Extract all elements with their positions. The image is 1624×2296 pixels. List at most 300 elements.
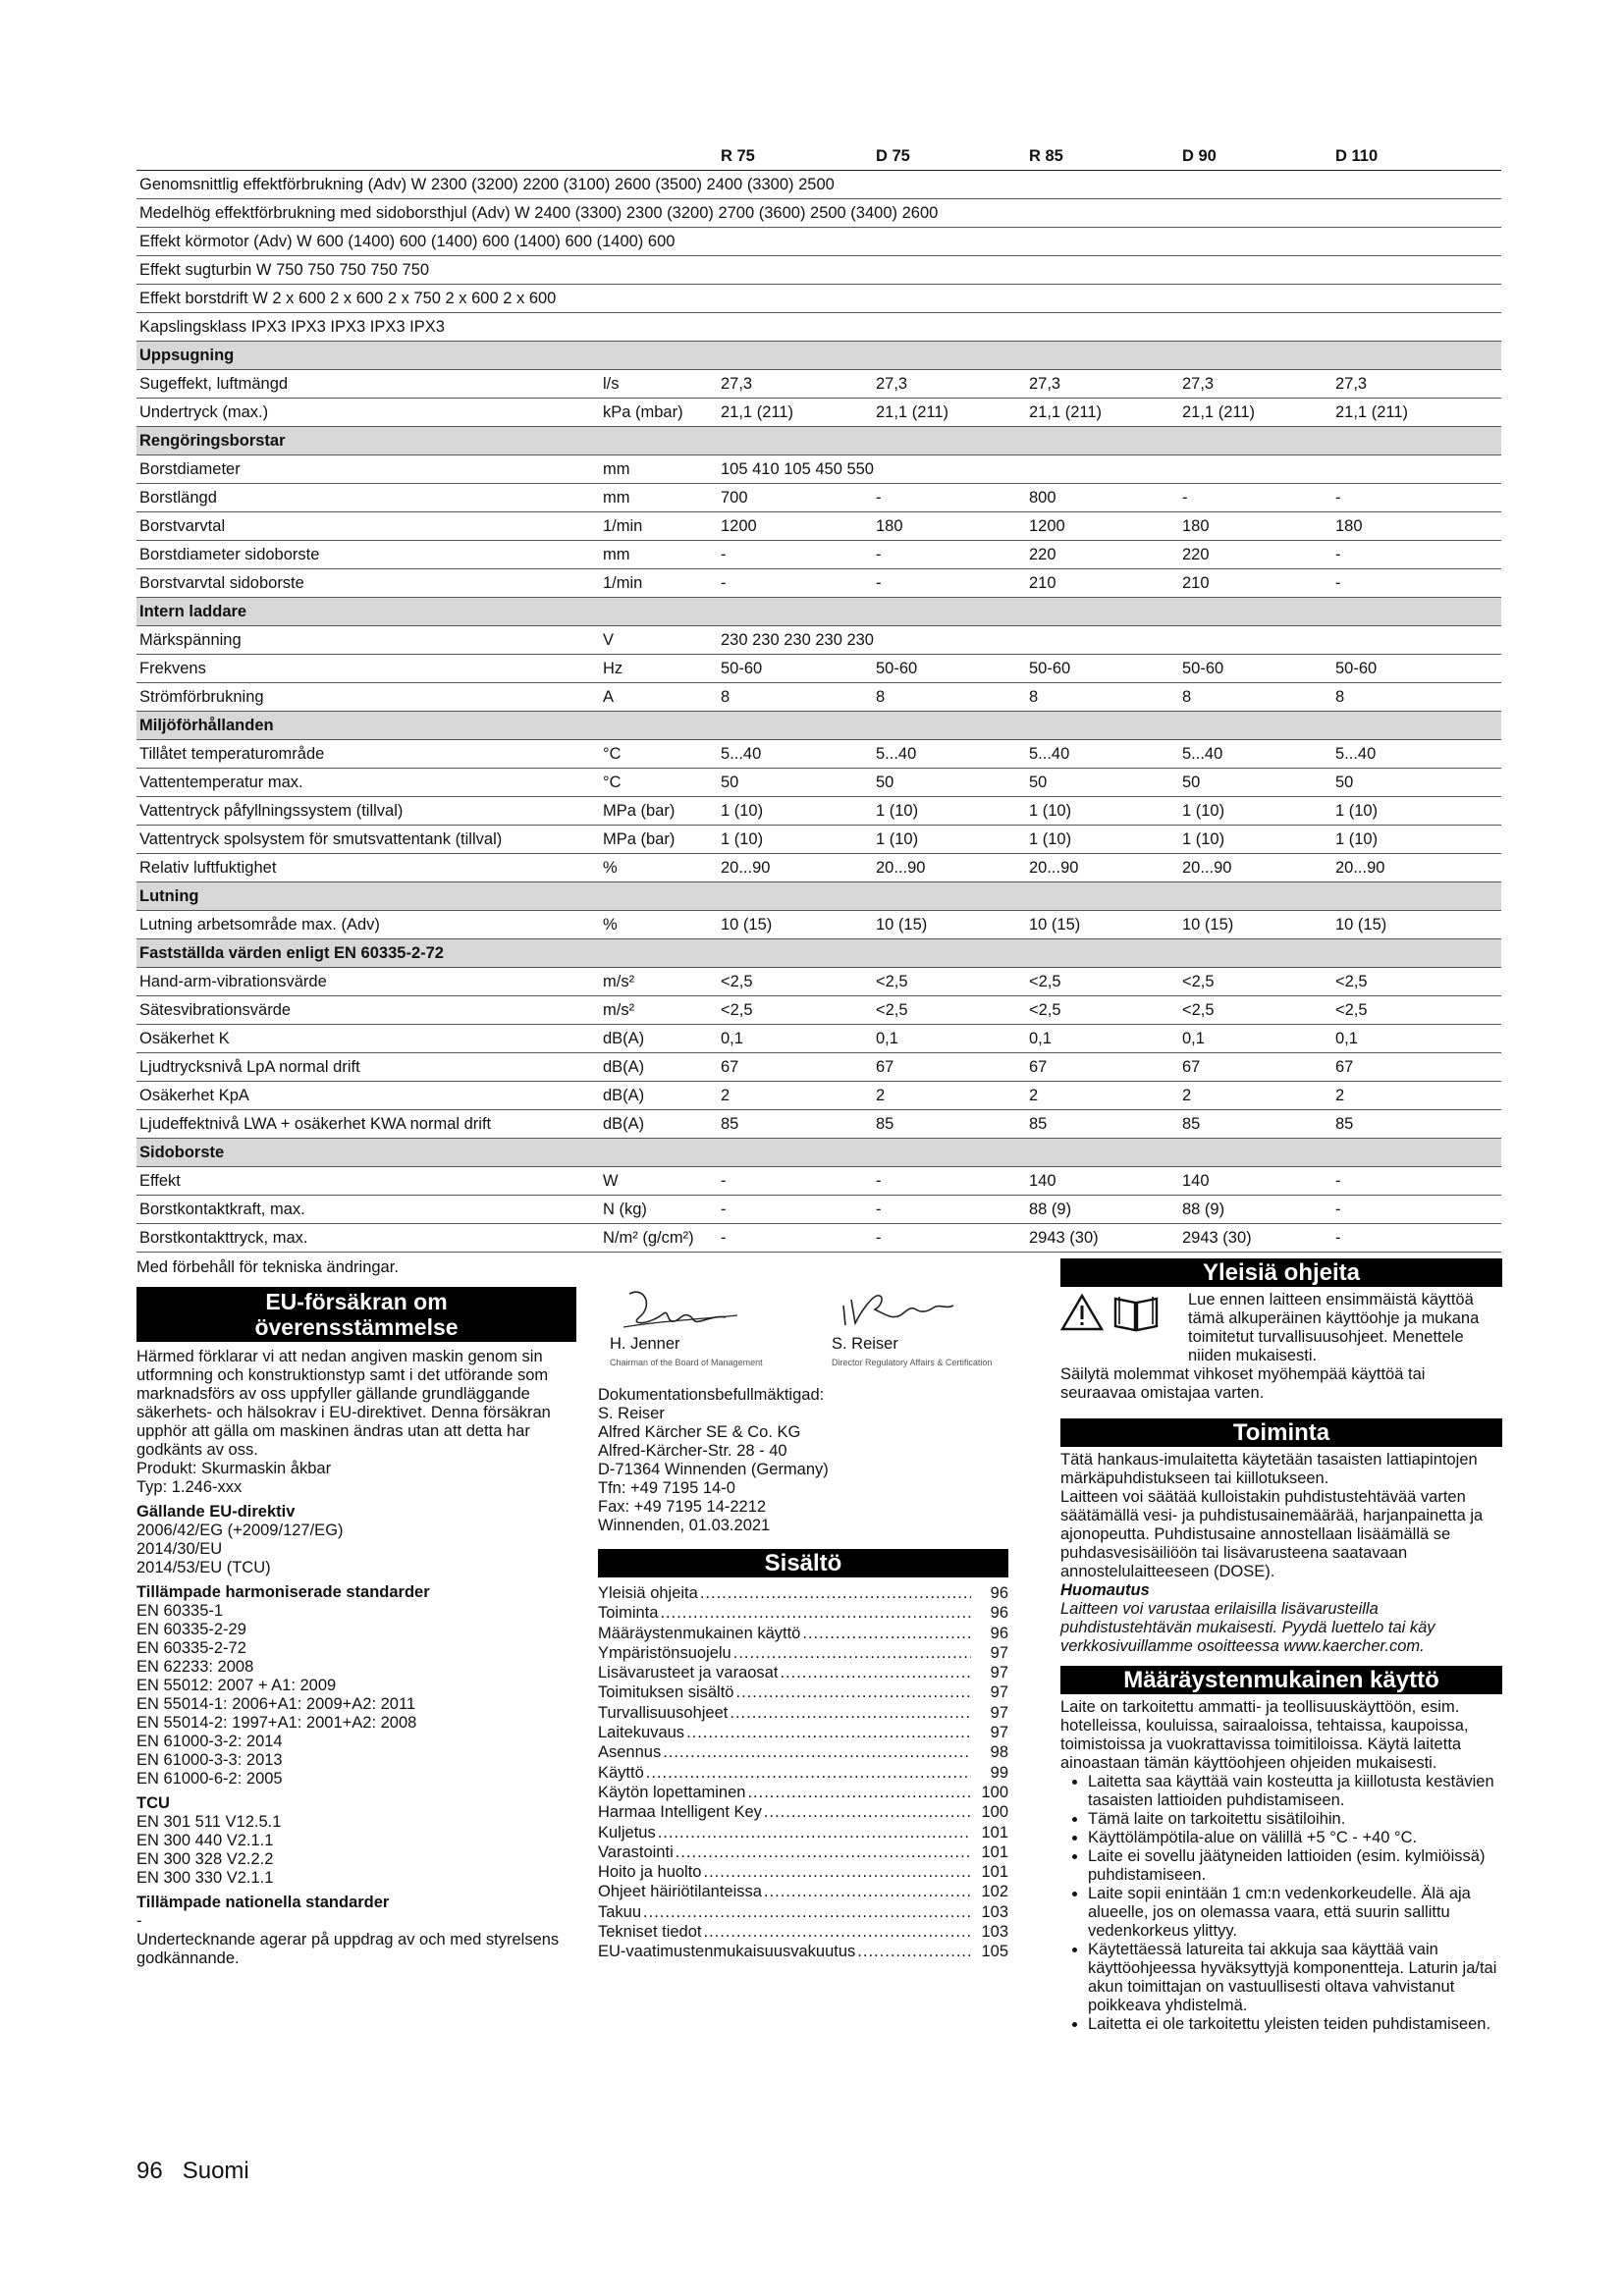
header-cell <box>600 142 718 171</box>
table-cell: 1 (10) <box>718 826 873 854</box>
table-cell: 85 <box>1026 1110 1179 1139</box>
row-label: Sätesvibrationsvärde <box>136 996 600 1025</box>
table-cell: 5...40 <box>1332 740 1501 769</box>
toc-leader-dots <box>802 1624 971 1643</box>
table-cell: 27,3 <box>718 370 873 399</box>
toc-leader-dots <box>733 1643 971 1663</box>
general-info-column <box>1060 1258 1502 2034</box>
standard-item: EN 60335-1 <box>136 1602 224 1620</box>
table-cell: 50 <box>1179 769 1332 797</box>
table-cell: 180 <box>1179 512 1332 541</box>
table-row <box>136 313 1501 342</box>
table-cell: - <box>873 1196 1026 1224</box>
table-cell: 27,3 <box>1026 370 1179 399</box>
table-cell: 20...90 <box>1332 854 1501 882</box>
toc-page-number: 97 <box>990 1724 1008 1742</box>
signer-role: Director Regulatory Affairs & Certification <box>832 1358 993 1367</box>
table-cell: - <box>718 1196 873 1224</box>
contact-line: Fax: +49 7195 14-2212 <box>598 1498 767 1516</box>
toc-page-number: 101 <box>981 1863 1008 1882</box>
section-heading-intended-use: Määräystenmukainen käyttö <box>1060 1666 1502 1694</box>
toc-entry-title: Toimituksen sisältö <box>598 1683 734 1702</box>
toc-entry[interactable] <box>598 1663 1008 1682</box>
table-cell: 50-60 <box>1179 655 1332 683</box>
merged-row-text: Effekt sugturbin W 750 750 750 750 750 <box>136 256 1501 285</box>
tcu-title: TCU <box>136 1794 170 1812</box>
table-cell: 2 <box>1179 1082 1332 1110</box>
bullet-item: • Laitetta ei ole tarkoitettu yleisten teiden puhdistamiseen. <box>1088 2015 1502 2034</box>
table-cell: - <box>718 541 873 569</box>
standard-item: EN 61000-3-3: 2013 <box>136 1751 283 1769</box>
table-cell: 88 (9) <box>1179 1196 1332 1224</box>
toc-entry-title: Ohjeet häiriötilanteissa <box>598 1883 762 1901</box>
toc-page-number: 102 <box>981 1883 1008 1901</box>
row-label: Ljudtrycksnivå LpA normal drift <box>136 1053 600 1082</box>
table-row <box>136 797 1501 826</box>
table-cell: - <box>1332 569 1501 598</box>
table-cell: 10 (15) <box>718 911 873 939</box>
table-cell: 0,1 <box>1026 1025 1179 1053</box>
toc-page-number: 101 <box>981 1823 1008 1842</box>
toc-entry-title: Tekniset tiedot <box>598 1923 702 1942</box>
table-cell: 67 <box>1026 1053 1179 1082</box>
table-cell: <2,5 <box>1026 968 1179 996</box>
merged-row-text: Effekt körmotor (Adv) W 600 (1400) 600 (1400) 600 (1400) 600 (1400) 600 <box>136 228 1501 256</box>
table-cell: 2943 (30) <box>1026 1224 1179 1253</box>
toc-leader-dots <box>658 1823 971 1842</box>
toc-entry[interactable] <box>598 1703 1008 1723</box>
table-cell: 1 (10) <box>1179 826 1332 854</box>
table-cell: 10 (15) <box>1332 911 1501 939</box>
row-label: Vattentemperatur max. <box>136 769 600 797</box>
table-row <box>136 484 1501 512</box>
signature-reiser <box>832 1276 1028 1372</box>
table-cell: <2,5 <box>1179 996 1332 1025</box>
row-label: Borstkontaktkraft, max. <box>136 1196 600 1224</box>
toc-entry-title: Käytön lopettaminen <box>598 1783 746 1801</box>
table-row <box>136 569 1501 598</box>
table-cell: 50-60 <box>1332 655 1501 683</box>
table-cell: <2,5 <box>718 996 873 1025</box>
page-footer <box>136 2158 249 2185</box>
row-label: Osäkerhet K <box>136 1025 600 1053</box>
directive-item: 2014/53/EU (TCU) <box>136 1559 271 1576</box>
table-cell: 1 (10) <box>1026 826 1179 854</box>
table-cell: <2,5 <box>873 996 1026 1025</box>
table-row <box>136 455 1501 484</box>
toc-leader-dots <box>700 1583 971 1603</box>
handwritten-signature-icon <box>832 1276 979 1339</box>
toc-entry[interactable] <box>598 1723 1008 1742</box>
table-row <box>136 655 1501 683</box>
table-cell: 700 <box>718 484 873 512</box>
toc-leader-dots <box>730 1703 971 1723</box>
table-cell: 0,1 <box>1332 1025 1501 1053</box>
table-cell: 20...90 <box>1026 854 1179 882</box>
table-cell: 50 <box>718 769 873 797</box>
eu-declaration-heading <box>136 1287 576 1342</box>
toc-entry-title: Harmaa Intelligent Key <box>598 1803 762 1822</box>
row-label: Borstlängd <box>136 484 600 512</box>
toc-entry-title: Käyttö <box>598 1763 644 1782</box>
toc-entry[interactable] <box>598 1742 1008 1762</box>
manual-book-icon <box>1111 1293 1161 1332</box>
toc-entry[interactable] <box>598 1583 1008 1603</box>
table-cell: - <box>873 541 1026 569</box>
changes-note: Med förbehåll för tekniska ändringar. <box>136 1258 399 1276</box>
toc-entry[interactable] <box>598 1902 1008 1922</box>
header-cell: D 90 <box>1179 142 1332 171</box>
table-cell: 1 (10) <box>1026 797 1179 826</box>
toc-page-number: 97 <box>990 1703 1008 1722</box>
row-label: Hand-arm-vibrationsvärde <box>136 968 600 996</box>
table-cell: 67 <box>873 1053 1026 1082</box>
contact-line: Winnenden, 01.03.2021 <box>598 1517 771 1534</box>
toc-entry-title: Ympäristönsuojelu <box>598 1643 731 1662</box>
national-standards-title: Tillämpade nationella standarder <box>136 1894 390 1911</box>
toc-page-number: 105 <box>981 1943 1008 1961</box>
section-heading-general: Yleisiä ohjeita <box>1060 1258 1502 1287</box>
toc-entry-title: Laitekuvaus <box>598 1724 685 1742</box>
read-manual-text: Lue ennen laitteen ensimmäistä käyttöä tämä alkuperäinen käyttöohje ja mukana toimitetut turvallisuusohjeet. Menettele niiden mukaisesti. <box>1188 1291 1480 1364</box>
row-label: Relativ luftfuktighet <box>136 854 600 882</box>
toc-entry-title: Lisävarusteet ja varaosat <box>598 1664 779 1682</box>
table-cell: kPa (mbar) <box>600 399 718 427</box>
toc-entry-title: Hoito ja huolto <box>598 1863 702 1882</box>
table-cell: 85 <box>1179 1110 1332 1139</box>
table-cell: MPa (bar) <box>600 797 718 826</box>
table-cell: 85 <box>718 1110 873 1139</box>
toc-entry-title: Määräystenmukainen käyttö <box>598 1624 801 1642</box>
table-cell: W <box>600 1167 718 1196</box>
toc-entry[interactable] <box>598 1624 1008 1643</box>
toc-entry[interactable] <box>598 1643 1008 1663</box>
standard-item: EN 55012: 2007 + A1: 2009 <box>136 1677 337 1694</box>
toc-entry[interactable] <box>598 1842 1008 1862</box>
table-row <box>136 826 1501 854</box>
table-header-row <box>136 142 1501 171</box>
keep-manual-text: Säilytä molemmat vihkoset myöhempää käyttöä tai seuraavaa omistajaa varten. <box>1060 1365 1426 1402</box>
table-cell: 5...40 <box>1026 740 1179 769</box>
toc-entry[interactable] <box>598 1682 1008 1702</box>
table-cell: dB(A) <box>600 1053 718 1082</box>
standards-list <box>136 1602 576 1789</box>
merged-row-text: Medelhög effektförbrukning med sidoborsthjul (Adv) W 2400 (3300) 2300 (3200) 2700 (3600) 2500 (3400) 2600 <box>136 199 1501 228</box>
toc-entry[interactable] <box>598 1823 1008 1842</box>
toc-leader-dots <box>764 1802 971 1822</box>
table-of-contents <box>598 1583 1008 1962</box>
table-row <box>136 626 1501 655</box>
signer-name: S. Reiser <box>832 1335 898 1353</box>
bullet-item: • Käyttölämpötila-alue on välillä +5 °C - +40 °C. <box>1088 1829 1502 1847</box>
table-cell: % <box>600 854 718 882</box>
toc-page-number: 103 <box>981 1923 1008 1942</box>
merged-row-text: Kapslingsklass IPX3 IPX3 IPX3 IPX3 IPX3 <box>136 313 1501 342</box>
table-cell: - <box>718 1167 873 1196</box>
table-row <box>136 512 1501 541</box>
toc-page-number: 97 <box>990 1664 1008 1682</box>
toc-leader-dots <box>780 1663 971 1682</box>
table-cell: 67 <box>718 1053 873 1082</box>
note-title: Huomautus <box>1060 1581 1150 1599</box>
table-cell: <2,5 <box>1026 996 1179 1025</box>
toc-entry[interactable] <box>598 1922 1008 1942</box>
table-cell: 20...90 <box>873 854 1026 882</box>
table-cell: 1200 <box>718 512 873 541</box>
table-cell: - <box>873 1167 1026 1196</box>
table-cell: °C <box>600 769 718 797</box>
table-cell: 140 <box>1179 1167 1332 1196</box>
table-cell: l/s <box>600 370 718 399</box>
table-row <box>136 1082 1501 1110</box>
toc-leader-dots <box>660 1603 971 1623</box>
table-cell: m/s² <box>600 968 718 996</box>
tcu-standard-item: EN 300 328 V2.2.2 <box>136 1850 274 1868</box>
table-cell: - <box>718 1224 873 1253</box>
table-cell: 220 <box>1179 541 1332 569</box>
table-cell: 210 <box>1179 569 1332 598</box>
toc-page-number: 100 <box>981 1783 1008 1801</box>
toc-heading: Sisältö <box>598 1549 1008 1577</box>
standard-item: EN 55014-1: 2006+A1: 2009+A2: 2011 <box>136 1695 416 1713</box>
row-label: Borstvarvtal <box>136 512 600 541</box>
table-cell: 105 410 105 450 550 <box>718 455 1501 484</box>
table-section-row <box>136 939 1501 968</box>
toc-entry[interactable] <box>598 1802 1008 1822</box>
table-cell: 50-60 <box>873 655 1026 683</box>
toc-leader-dots <box>857 1942 971 1961</box>
toc-entry[interactable] <box>598 1942 1008 1961</box>
row-label: Frekvens <box>136 655 600 683</box>
table-cell: <2,5 <box>718 968 873 996</box>
table-cell: - <box>873 569 1026 598</box>
contact-line: Alfred Kärcher SE & Co. KG <box>598 1423 801 1441</box>
toc-entry[interactable] <box>598 1882 1008 1901</box>
bullet-item: • Käytettäessä latureita tai akkuja saa käyttää vain käyttöohjeessa hyväksyttyjä komponentteja. Laturin ja/tai akun toimittajan on vastuullisesti oltava vahvistanut poikkeava yhdistelmä. <box>1088 1941 1502 2015</box>
table-cell: m/s² <box>600 996 718 1025</box>
table-cell: 0,1 <box>1179 1025 1332 1053</box>
toc-entry[interactable] <box>598 1862 1008 1882</box>
toc-page-number: 97 <box>990 1683 1008 1702</box>
row-label: Sugeffekt, luftmängd <box>136 370 600 399</box>
table-cell: MPa (bar) <box>600 826 718 854</box>
toc-entry-title: Takuu <box>598 1902 642 1921</box>
table-row <box>136 1167 1501 1196</box>
table-cell: 27,3 <box>873 370 1026 399</box>
table-cell: V <box>600 626 718 655</box>
table-section-row <box>136 342 1501 370</box>
directives-title: Gällande EU-direktiv <box>136 1503 296 1521</box>
eu-declaration-column <box>136 1287 576 1968</box>
row-label: Vattentryck påfyllningssystem (tillval) <box>136 797 600 826</box>
table-cell: 50 <box>1026 769 1179 797</box>
table-row <box>136 769 1501 797</box>
toc-entry[interactable] <box>598 1603 1008 1623</box>
standard-item: EN 55014-2: 1997+A1: 2001+A2: 2008 <box>136 1714 417 1732</box>
toc-page-number: 98 <box>990 1743 1008 1762</box>
table-cell: 1 (10) <box>1332 797 1501 826</box>
toc-leader-dots <box>735 1682 971 1702</box>
toc-entry-title: Asennus <box>598 1743 662 1762</box>
table-cell: N/m² (g/cm²) <box>600 1224 718 1253</box>
table-row <box>136 399 1501 427</box>
toc-leader-dots <box>646 1763 971 1783</box>
header-cell <box>136 142 600 171</box>
toc-entry[interactable] <box>598 1763 1008 1783</box>
table-row <box>136 683 1501 712</box>
standard-item: EN 62233: 2008 <box>136 1658 254 1676</box>
national-standards-value: - <box>136 1912 142 1930</box>
bullet-item: • Tämä laite on tarkoitettu sisätiloihin. <box>1088 1810 1502 1829</box>
toc-entry[interactable] <box>598 1783 1008 1802</box>
table-cell: 8 <box>873 683 1026 712</box>
table-cell: 2 <box>718 1082 873 1110</box>
function-detail-text: Laitteen voi säätää kulloistakin puhdistustehtävää varten säätämällä vesi- ja puhdistusainemäärää, harjanpainetta ja ajonopeutta. Puhdistusaine annostellaan lisäämällä se puhdasvesisäiliöön tai lisävarusteena saatavaan annostelulaitteeseen (DOSE). <box>1060 1488 1484 1580</box>
section-heading-function: Toiminta <box>1060 1418 1502 1447</box>
table-cell: 27,3 <box>1332 370 1501 399</box>
row-label: Undertryck (max.) <box>136 399 600 427</box>
directives-list <box>136 1522 576 1577</box>
page-number: 96 <box>136 2158 163 2184</box>
table-cell: 220 <box>1026 541 1179 569</box>
bullet-item: • Laitetta saa käyttää vain kosteutta ja kiillotusta kestävien tasaisten lattioiden puhdistamiseen. <box>1088 1773 1502 1810</box>
table-cell: 67 <box>1179 1053 1332 1082</box>
table-cell: 1 (10) <box>1179 797 1332 826</box>
warning-triangle-icon <box>1060 1293 1104 1332</box>
table-row <box>136 1224 1501 1253</box>
table-cell: 20...90 <box>718 854 873 882</box>
table-cell: A <box>600 683 718 712</box>
contact-line: D-71364 Winnenden (Germany) <box>598 1461 829 1478</box>
section-title: Sidoborste <box>136 1139 1501 1167</box>
table-row <box>136 911 1501 939</box>
toc-leader-dots <box>663 1742 971 1762</box>
row-label: Strömförbrukning <box>136 683 600 712</box>
signature-statement: Undertecknande agerar på uppdrag av och med styrelsens godkännande. <box>136 1931 560 1967</box>
table-section-row <box>136 712 1501 740</box>
table-cell: 20...90 <box>1179 854 1332 882</box>
table-cell: 1200 <box>1026 512 1179 541</box>
row-label: Lutning arbetsområde max. (Adv) <box>136 911 600 939</box>
tcu-list <box>136 1813 576 1888</box>
signature-toc-column <box>598 1276 1008 1962</box>
contact-line: Dokumentationsbefullmäktigad: <box>598 1386 825 1404</box>
table-cell: 0,1 <box>718 1025 873 1053</box>
warning-icons <box>1060 1291 1188 1332</box>
table-cell: 5...40 <box>1179 740 1332 769</box>
table-cell: - <box>1332 1196 1501 1224</box>
table-row <box>136 370 1501 399</box>
warning-row <box>1060 1291 1502 1365</box>
table-row <box>136 854 1501 882</box>
table-cell: 21,1 (211) <box>1179 399 1332 427</box>
table-cell: 5...40 <box>873 740 1026 769</box>
table-cell: Hz <box>600 655 718 683</box>
toc-leader-dots <box>643 1902 971 1922</box>
table-cell: mm <box>600 484 718 512</box>
table-cell: 8 <box>1179 683 1332 712</box>
table-row <box>136 171 1501 199</box>
intended-use-text: Laite on tarkoitettu ammatti- ja teollisuuskäyttöön, esim. hotelleissa, kouluissa, sairaaloissa, tehtaissa, kaupoissa, toimistoissa ja vuokrattavissa toimitiloissa. Käytä laitetta ainoastaan tämän käyttöohjeen ohjeiden mukaisesti. <box>1060 1698 1469 1772</box>
table-cell: 800 <box>1026 484 1179 512</box>
table-cell: dB(A) <box>600 1082 718 1110</box>
table-cell: N (kg) <box>600 1196 718 1224</box>
table-cell: 210 <box>1026 569 1179 598</box>
table-section-row <box>136 882 1501 911</box>
table-cell: 2 <box>1026 1082 1179 1110</box>
contact-line: Tfn: +49 7195 14-0 <box>598 1479 735 1497</box>
table-cell: 50-60 <box>1026 655 1179 683</box>
table-row <box>136 740 1501 769</box>
table-cell: 1 (10) <box>873 797 1026 826</box>
standard-item: EN 61000-3-2: 2014 <box>136 1733 283 1750</box>
table-row <box>136 1053 1501 1082</box>
table-cell: - <box>1179 484 1332 512</box>
table-cell: 88 (9) <box>1026 1196 1179 1224</box>
declaration-intro: Härmed förklarar vi att nedan angiven maskin genom sin utformning och konstruktionstyp samt i det utförande som marknadsförs av oss uppfyller gällande grundläggande säkerhets- och hälsokrav i EU-direktivet. Denna försäkran upphör att gälla om maskinen ändras utan att detta har godkänts av oss. <box>136 1348 551 1459</box>
toc-entry-title: Turvallisuusohjeet <box>598 1703 729 1722</box>
table-cell: 5...40 <box>718 740 873 769</box>
toc-leader-dots <box>747 1783 971 1802</box>
table-cell: 2 <box>873 1082 1026 1110</box>
row-label: Borstdiameter sidoborste <box>136 541 600 569</box>
table-cell: <2,5 <box>1332 968 1501 996</box>
documentation-contact <box>598 1386 1008 1535</box>
row-label: Borstvarvtal sidoborste <box>136 569 600 598</box>
row-label: Ljudeffektnivå LWA + osäkerhet KWA normal drift <box>136 1110 600 1139</box>
table-cell: 8 <box>718 683 873 712</box>
table-section-row <box>136 1139 1501 1167</box>
toc-page-number: 103 <box>981 1902 1008 1921</box>
table-cell: - <box>1332 484 1501 512</box>
type-line: Typ: 1.246-xxx <box>136 1478 243 1496</box>
table-section-row <box>136 598 1501 626</box>
table-cell: mm <box>600 541 718 569</box>
toc-page-number: 97 <box>990 1643 1008 1662</box>
table-row <box>136 1110 1501 1139</box>
merged-row-text: Genomsnittlig effektförbrukning (Adv) W 2300 (3200) 2200 (3100) 2600 (3500) 2400 (3300) 2500 <box>136 171 1501 199</box>
table-row <box>136 285 1501 313</box>
bullet-item: • Laite ei sovellu jäätyneiden lattioiden (esim. kylmiöissä) puhdistamiseen. <box>1088 1847 1502 1885</box>
table-cell: 2943 (30) <box>1179 1224 1332 1253</box>
toc-leader-dots <box>676 1842 971 1862</box>
table-cell: - <box>1332 1167 1501 1196</box>
table-cell: 27,3 <box>1179 370 1332 399</box>
table-cell: 1 (10) <box>873 826 1026 854</box>
section-title: Uppsugning <box>136 342 1501 370</box>
merged-row-text: Effekt borstdrift W 2 x 600 2 x 600 2 x 750 2 x 600 2 x 600 <box>136 285 1501 313</box>
directive-item: 2014/30/EU <box>136 1540 223 1558</box>
tcu-standard-item: EN 301 511 V12.5.1 <box>136 1813 282 1831</box>
table-cell: 1/min <box>600 569 718 598</box>
table-cell: 8 <box>1332 683 1501 712</box>
table-cell: dB(A) <box>600 1025 718 1053</box>
row-label: Tillåtet temperaturområde <box>136 740 600 769</box>
table-cell: 67 <box>1332 1053 1501 1082</box>
tcu-standard-item: EN 300 330 V2.1.1 <box>136 1869 274 1887</box>
row-label: Vattentryck spolsystem för smutsvattentank (tillval) <box>136 826 600 854</box>
row-label: Effekt <box>136 1167 600 1196</box>
table-cell: 50-60 <box>718 655 873 683</box>
toc-entry-title: Yleisiä ohjeita <box>598 1584 698 1602</box>
header-cell: D 75 <box>873 142 1026 171</box>
note-text: Laitteen voi varustaa erilaisilla lisävarusteilla puhdistustehtävän mukaisesti. Pyydä luettelo tai käy verkkosivuillamme osoitteessa www.kaercher.com. <box>1060 1600 1435 1655</box>
toc-entry-title: EU-vaatimustenmukaisuusvakuutus <box>598 1943 856 1961</box>
table-cell: 8 <box>1026 683 1179 712</box>
section-title: Intern laddare <box>136 598 1501 626</box>
toc-page-number: 101 <box>981 1842 1008 1861</box>
table-row <box>136 1196 1501 1224</box>
